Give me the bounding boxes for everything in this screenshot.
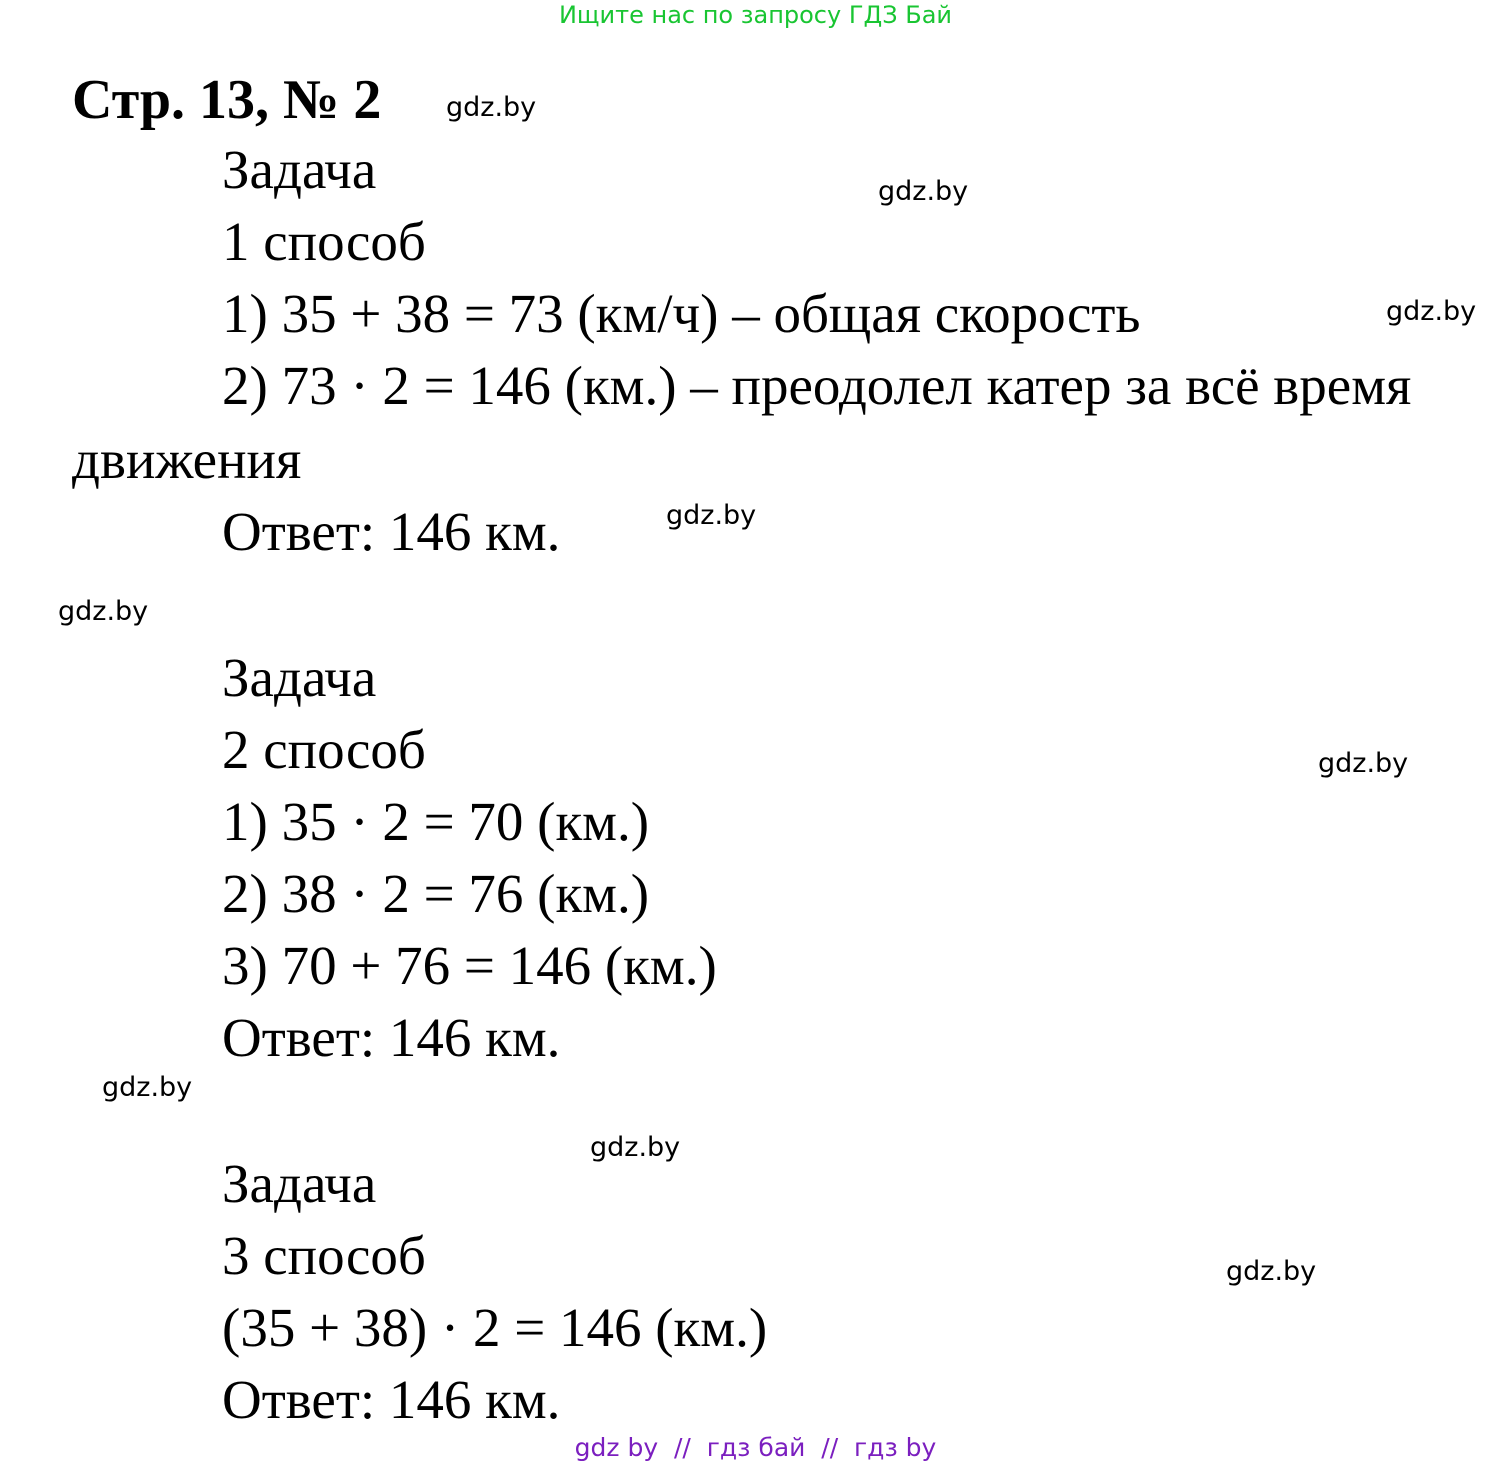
watermark: gdz.by [58, 596, 149, 627]
watermark: gdz.by [446, 92, 537, 123]
method1-method-label: 1 способ [222, 211, 426, 272]
method1-step2: 2) 73 · 2 = 146 (км.) – преодолел катер за всё время [222, 355, 1412, 416]
method3-answer: Ответ: 146 км. [222, 1369, 561, 1430]
method3-step1: (35 + 38) · 2 = 146 (км.) [222, 1297, 768, 1358]
watermark: gdz.by [1386, 296, 1477, 327]
method1-task-label: Задача [222, 139, 377, 200]
method2-method-label: 2 способ [222, 719, 426, 780]
search-banner: Ищите нас по запросу ГДЗ Бай [558, 1, 953, 29]
method2-task-label: Задача [222, 647, 377, 708]
watermark: gdz.by [878, 176, 969, 207]
method1-step1: 1) 35 + 38 = 73 (км/ч) – общая скорость [222, 283, 1141, 344]
method2-answer: Ответ: 146 км. [222, 1007, 561, 1068]
method1-answer: Ответ: 146 км. [222, 501, 561, 562]
footer-watermark: gdz by // гдз бай // гдз by [574, 1433, 937, 1462]
method2-step1: 1) 35 · 2 = 70 (км.) [222, 791, 650, 852]
watermark: gdz.by [1226, 1256, 1317, 1287]
page-heading: Стр. 13, № 2 [72, 69, 382, 131]
method3-method-label: 3 способ [222, 1225, 426, 1286]
watermark: gdz.by [666, 500, 757, 531]
watermark: gdz.by [102, 1072, 193, 1103]
method2-step3: 3) 70 + 76 = 146 (км.) [222, 935, 717, 996]
method1-step2-continuation: движения [72, 429, 302, 490]
watermark: gdz.by [590, 1132, 681, 1163]
method2-step2: 2) 38 · 2 = 76 (км.) [222, 863, 650, 924]
method3-task-label: Задача [222, 1153, 377, 1214]
watermark: gdz.by [1318, 748, 1409, 779]
